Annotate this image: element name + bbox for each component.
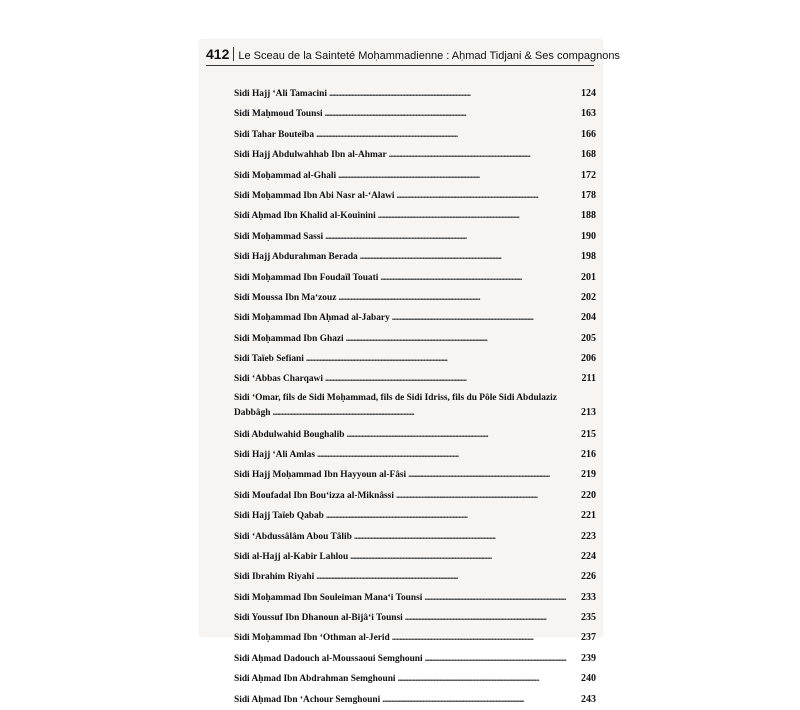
dot-leader bbox=[325, 227, 579, 247]
dot-leader bbox=[306, 349, 579, 369]
toc-entry-title: Sidi Hajj Abdurahman Berada bbox=[234, 252, 358, 263]
toc-entry-title: Sidi Moḥammad Ibn Abi Nasr al-‘Alawi bbox=[234, 190, 395, 201]
toc-entry-page: 239 bbox=[581, 652, 596, 664]
toc-entry-page: 213 bbox=[581, 406, 596, 418]
dot-leader bbox=[425, 649, 579, 669]
dot-leader bbox=[329, 84, 579, 104]
toc-entry-title: Sidi Moḥammad Ibn Ghazi bbox=[234, 333, 344, 344]
toc-entry-page: 166 bbox=[581, 128, 596, 140]
dot-leader bbox=[346, 329, 579, 349]
toc-entry-title: Sidi Hajj Abdulwahhab Ibn al-Ahmar bbox=[234, 150, 387, 161]
toc-entry-page: 168 bbox=[581, 149, 596, 161]
page-header bbox=[206, 46, 620, 66]
toc-entry-title: Sidi Hajj Taïeb Qabab bbox=[234, 511, 324, 522]
toc-entry-title: Sidi Aḥmad Dadouch al-Moussaoui Semghouni bbox=[234, 653, 423, 664]
toc-entry-page: 211 bbox=[581, 373, 596, 385]
toc-entry bbox=[234, 369, 596, 389]
dot-leader bbox=[325, 369, 580, 389]
dot-leader bbox=[392, 308, 579, 328]
toc-entry-page: 219 bbox=[581, 469, 596, 481]
toc-entry bbox=[234, 445, 596, 465]
dot-leader bbox=[350, 547, 579, 567]
toc-entry bbox=[234, 104, 596, 124]
toc-entry bbox=[234, 186, 596, 206]
toc-entry-page: 206 bbox=[581, 353, 596, 365]
toc-entry-title: Sidi Moḥammad Ibn Foudaïl Touati bbox=[234, 272, 379, 283]
toc-entry-title: Sidi Hajj ‘Ali Tamacini bbox=[234, 89, 327, 99]
toc-entry bbox=[234, 349, 596, 369]
toc-entry-page: 226 bbox=[581, 571, 596, 583]
toc-entry-title: Sidi Moḥammad Sassi bbox=[234, 231, 324, 242]
toc-entry-title: Sidi Moḥammad Ibn ‘Othman al-Jerid bbox=[234, 633, 390, 644]
toc-entry-page: 224 bbox=[581, 550, 596, 562]
dot-leader bbox=[380, 268, 579, 288]
toc-entry bbox=[234, 669, 596, 689]
toc-entry-page: 221 bbox=[581, 510, 596, 522]
toc-entry bbox=[234, 588, 596, 608]
page-number: 412 bbox=[206, 47, 234, 61]
toc-entry-title: Sidi Aḥmad Ibn Khalid al-Kouinini bbox=[234, 211, 376, 222]
toc-entry-page: 215 bbox=[581, 428, 596, 440]
toc-entry-title: Sidi ‘Omar, fils de Sidi Moḥammad, fils de Sidi Idriss, fils du Pôle Sidi Abdulaziz bbox=[234, 392, 557, 403]
toc-entry bbox=[234, 206, 596, 226]
toc-entry bbox=[234, 247, 596, 267]
toc-entry-page: 201 bbox=[581, 271, 596, 283]
toc-entry-title: Sidi Tahar Bouteïba bbox=[234, 129, 315, 140]
toc-entry bbox=[234, 288, 596, 308]
toc-entry bbox=[234, 690, 596, 710]
dot-leader bbox=[424, 588, 579, 608]
toc-entry bbox=[234, 308, 596, 328]
toc-entry-title: Sidi Ibrahim Riyahi bbox=[234, 572, 315, 583]
toc-entry-title-cont: Dabbâgh bbox=[234, 407, 271, 418]
dot-leader bbox=[392, 628, 579, 648]
toc-entry bbox=[234, 84, 596, 104]
dot-leader bbox=[338, 166, 579, 186]
dot-leader bbox=[317, 445, 579, 465]
toc-entry-title: Sidi Aḥmad Ibn Abdrahman Semghouni bbox=[234, 674, 396, 685]
toc-entry-page: 233 bbox=[581, 591, 596, 603]
dot-leader bbox=[346, 425, 579, 445]
dot-leader bbox=[338, 288, 579, 308]
dot-leader bbox=[378, 206, 579, 226]
toc-entry bbox=[234, 145, 596, 165]
toc-entry-title: Sidi Moḥammad Ibn Souleiman Mana‘i Tounsi bbox=[234, 592, 423, 603]
dot-leader bbox=[382, 690, 579, 710]
toc-entry bbox=[234, 227, 596, 247]
dot-leader bbox=[408, 465, 579, 485]
toc-entry-page: 124 bbox=[581, 88, 596, 99]
toc-entry-page: 204 bbox=[581, 312, 596, 324]
toc-entry bbox=[234, 547, 596, 567]
table-of-contents bbox=[234, 84, 596, 710]
toc-entry-title: Sidi Hajj ‘Ali Amlas bbox=[234, 449, 315, 460]
toc-entry-title: Sidi Maḥmoud Tounsi bbox=[234, 109, 323, 120]
dot-leader bbox=[316, 125, 579, 145]
toc-entry bbox=[234, 166, 596, 186]
toc-entry-page: 243 bbox=[581, 693, 596, 705]
toc-entry bbox=[234, 486, 596, 506]
toc-entry-page: 237 bbox=[581, 632, 596, 644]
toc-entry bbox=[234, 567, 596, 587]
dot-leader bbox=[397, 186, 579, 206]
toc-entry-page: 198 bbox=[581, 251, 596, 263]
toc-entry-page: 163 bbox=[581, 108, 596, 120]
toc-entry-title: Sidi Moḥammad Ibn Aḥmad al-Jabary bbox=[234, 313, 390, 324]
toc-entry bbox=[234, 527, 596, 547]
toc-entry-page: 188 bbox=[581, 210, 596, 222]
toc-entry bbox=[234, 608, 596, 628]
toc-entry bbox=[234, 125, 596, 145]
toc-entry bbox=[234, 390, 596, 425]
toc-entry bbox=[234, 465, 596, 485]
toc-entry bbox=[234, 329, 596, 349]
dot-leader bbox=[325, 104, 579, 124]
book-page bbox=[200, 40, 620, 705]
toc-entry-page: 220 bbox=[581, 489, 596, 501]
dot-leader bbox=[316, 567, 579, 587]
toc-entry-title: Sidi Abdulwahid Boughalib bbox=[234, 429, 345, 440]
toc-entry-title: Sidi Moḥammad al-Ghali bbox=[234, 170, 337, 181]
dot-leader bbox=[405, 608, 579, 628]
toc-entry-page: 205 bbox=[581, 332, 596, 344]
toc-entry-title: Sidi ‘Abdussâlâm Abou Tâlib bbox=[234, 531, 352, 542]
toc-entry bbox=[234, 506, 596, 526]
toc-entry-title: Sidi al-Hajj al-Kabir Lahlou bbox=[234, 551, 349, 562]
dot-leader bbox=[360, 247, 579, 267]
toc-entry bbox=[234, 649, 596, 669]
toc-entry-title: Sidi Moussa Ibn Ma‘zouz bbox=[234, 292, 337, 303]
toc-entry-page: 240 bbox=[581, 673, 596, 685]
toc-entry-page: 216 bbox=[581, 448, 596, 460]
toc-entry-page: 172 bbox=[581, 169, 596, 181]
toc-entry-page: 235 bbox=[581, 612, 596, 624]
running-title: Le Sceau de la Sainteté Moḥammadienne : Aḥmad Tidjani & Ses compagnons bbox=[238, 50, 620, 62]
toc-entry-title: Sidi Hajj Moḥammad Ibn Hayyoun al-Fâsi bbox=[234, 470, 407, 481]
toc-entry-title: Sidi ‘Abbas Charqawi bbox=[234, 374, 323, 385]
dot-leader bbox=[326, 506, 579, 526]
toc-entry-page: 190 bbox=[581, 230, 596, 242]
dot-leader bbox=[398, 669, 579, 689]
toc-entry bbox=[234, 425, 596, 445]
toc-entry bbox=[234, 628, 596, 648]
toc-entry-title: Sidi Aḥmad Ibn ‘Achour Semghouni bbox=[234, 694, 381, 705]
toc-entry bbox=[234, 268, 596, 288]
toc-entry-page: 202 bbox=[581, 291, 596, 303]
toc-entry-title: Sidi Youssuf Ibn Dhanoun al-Bijâ‘i Tounsi bbox=[234, 613, 403, 624]
dot-leader bbox=[396, 486, 579, 506]
dot-leader bbox=[354, 527, 579, 547]
toc-entry-title: Sidi Moufadal Ibn Bou‘izza al-Miknâssi bbox=[234, 490, 394, 501]
dot-leader bbox=[389, 145, 579, 165]
toc-entry-page: 178 bbox=[581, 189, 596, 201]
toc-entry-title: Sidi Taïeb Sefiani bbox=[234, 354, 304, 365]
toc-entry-page: 223 bbox=[581, 530, 596, 542]
dot-leader bbox=[272, 405, 579, 421]
